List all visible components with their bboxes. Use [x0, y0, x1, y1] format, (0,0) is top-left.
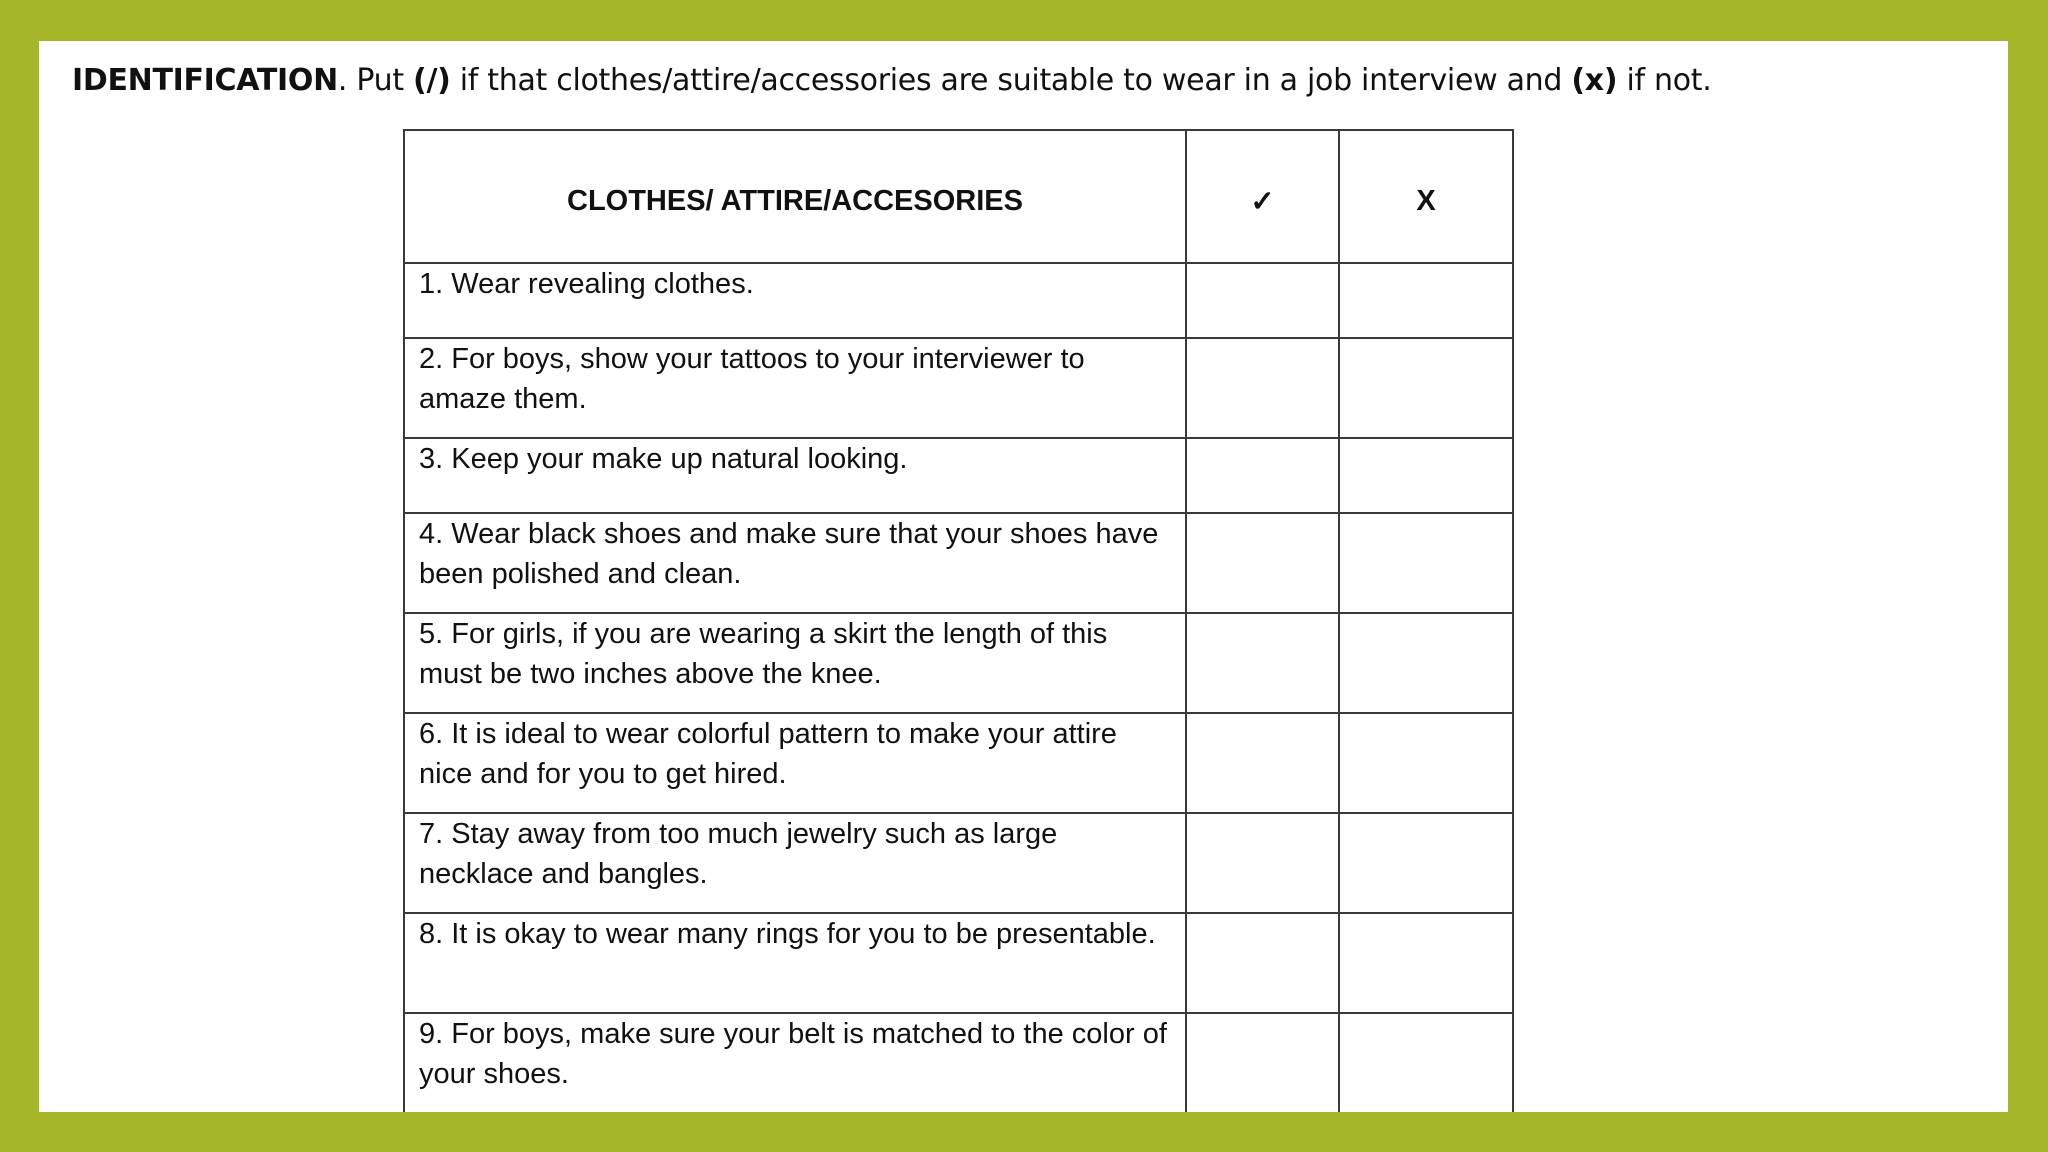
table-header-row: [404, 130, 1513, 263]
x-answer-cell[interactable]: [1339, 913, 1513, 1013]
slide: [39, 41, 2008, 1112]
x-symbol: (x): [1571, 63, 1618, 98]
check-answer-cell[interactable]: [1186, 338, 1339, 438]
x-answer-cell[interactable]: [1339, 338, 1513, 438]
instruction-label: IDENTIFICATION: [72, 63, 338, 98]
check-answer-cell[interactable]: [1186, 438, 1339, 513]
table-row: [404, 1013, 1513, 1112]
instruction-text: [72, 63, 1711, 98]
item-text: 1. Wear revealing clothes.: [404, 263, 1186, 338]
item-text: 2. For boys, show your tattoos to your interviewer to amaze them.: [404, 338, 1186, 438]
check-answer-cell[interactable]: [1186, 813, 1339, 913]
x-answer-cell[interactable]: [1339, 713, 1513, 813]
check-answer-cell[interactable]: [1186, 513, 1339, 613]
x-answer-cell[interactable]: [1339, 438, 1513, 513]
table-row: [404, 813, 1513, 913]
table-row: [404, 913, 1513, 1013]
check-answer-cell[interactable]: [1186, 1013, 1339, 1112]
check-answer-cell[interactable]: [1186, 913, 1339, 1013]
table-row: [404, 338, 1513, 438]
identification-table: [403, 129, 1514, 1112]
column-header-item: CLOTHES/ ATTIRE/ACCESORIES: [404, 130, 1186, 263]
item-text: 6. It is ideal to wear colorful pattern to make your attire nice and for you to get hired.: [404, 713, 1186, 813]
x-answer-cell[interactable]: [1339, 263, 1513, 338]
item-text: 4. Wear black shoes and make sure that your shoes have been polished and clean.: [404, 513, 1186, 613]
item-text: 3. Keep your make up natural looking.: [404, 438, 1186, 513]
check-answer-cell[interactable]: [1186, 263, 1339, 338]
item-text: 8. It is okay to wear many rings for you to be presentable.: [404, 913, 1186, 1013]
check-answer-cell[interactable]: [1186, 713, 1339, 813]
table-row: [404, 513, 1513, 613]
instruction-middle: if that clothes/attire/accessories are suitable to wear in a job interview and: [450, 63, 1572, 98]
instruction-after-label: . Put: [337, 63, 414, 98]
instruction-end: if not.: [1617, 63, 1712, 98]
item-text: 9. For boys, make sure your belt is matched to the color of your shoes.: [404, 1013, 1186, 1112]
table-row: [404, 613, 1513, 713]
column-header-x: X: [1339, 130, 1513, 263]
x-answer-cell[interactable]: [1339, 613, 1513, 713]
check-symbol: (/): [413, 63, 451, 98]
x-answer-cell[interactable]: [1339, 513, 1513, 613]
table-row: [404, 438, 1513, 513]
table-row: [404, 713, 1513, 813]
check-answer-cell[interactable]: [1186, 613, 1339, 713]
x-answer-cell[interactable]: [1339, 813, 1513, 913]
item-text: 7. Stay away from too much jewelry such as large necklace and bangles.: [404, 813, 1186, 913]
table-row: [404, 263, 1513, 338]
checkmark-icon: ✓: [1186, 130, 1339, 263]
x-answer-cell[interactable]: [1339, 1013, 1513, 1112]
item-text: 5. For girls, if you are wearing a skirt the length of this must be two inches above the knee.: [404, 613, 1186, 713]
